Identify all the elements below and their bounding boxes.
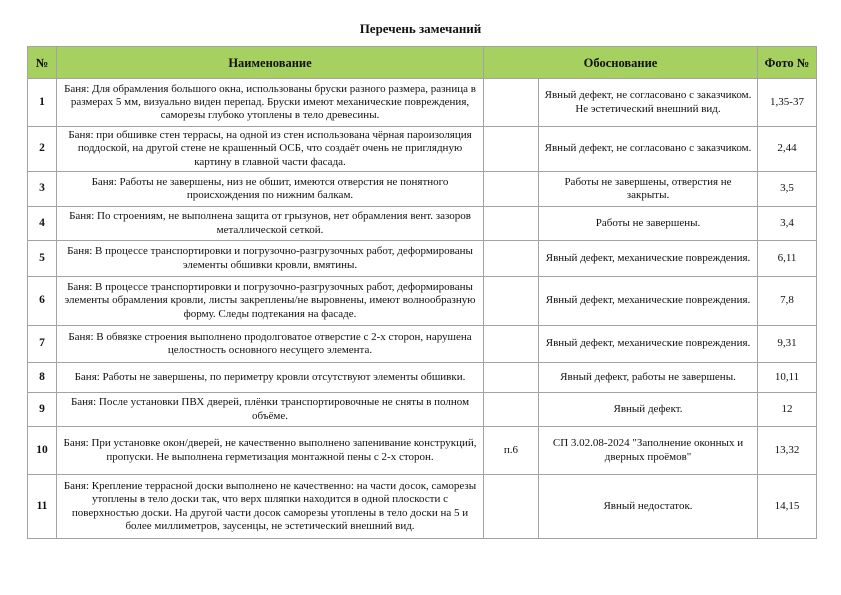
row-basis: Явный дефект, механические повреждения. (539, 241, 758, 277)
table-row (28, 326, 817, 363)
row-photo: 2,44 (758, 127, 817, 172)
table-row (28, 79, 817, 127)
row-clause (484, 172, 539, 207)
table-row (28, 393, 817, 427)
table-row (28, 172, 817, 207)
row-name: Баня: В процессе транспортировки и погрузочно-разгрузочных работ, деформированы элементы обрамления кровли, листы закреплены/не выровнены, имеют волнообразную форму. Следы подтекания на фасаде. (57, 277, 484, 326)
row-photo: 14,15 (758, 475, 817, 539)
table-row (28, 127, 817, 172)
row-number: 11 (28, 475, 57, 539)
header-basis: Обоснование (484, 47, 758, 79)
table-row (28, 207, 817, 241)
row-basis: Работы не завершены. (539, 207, 758, 241)
table-header-row (28, 47, 817, 79)
row-photo: 10,11 (758, 363, 817, 393)
row-number: 8 (28, 363, 57, 393)
table-row (28, 277, 817, 326)
row-clause (484, 127, 539, 172)
row-photo: 3,4 (758, 207, 817, 241)
row-photo: 3,5 (758, 172, 817, 207)
row-clause (484, 475, 539, 539)
row-photo: 13,32 (758, 427, 817, 475)
row-basis: Работы не завершены, отверстия не закрыты. (539, 172, 758, 207)
table-row (28, 427, 817, 475)
row-clause (484, 277, 539, 326)
row-basis: Явный недостаток. (539, 475, 758, 539)
row-name: Баня: Работы не завершены, по периметру кровли отсутствуют элементы обшивки. (57, 363, 484, 393)
row-clause (484, 393, 539, 427)
row-basis: Явный дефект, не согласовано с заказчиком. (539, 127, 758, 172)
remarks-table (27, 46, 817, 539)
row-number: 4 (28, 207, 57, 241)
row-number: 7 (28, 326, 57, 363)
row-clause (484, 363, 539, 393)
row-name: Баня: при обшивке стен террасы, на одной из стен использована чёрная пароизоляция поддоской, на другой стене не крашенный ОСБ, что создаёт очень не приглядную картину в главной части фасада. (57, 127, 484, 172)
row-number: 6 (28, 277, 57, 326)
row-name: Баня: В процессе транспортировки и погрузочно-разгрузочных работ, деформированы элементы обшивки кровли, вмятины. (57, 241, 484, 277)
row-clause: п.6 (484, 427, 539, 475)
row-name: Баня: Для обрамления большого окна, использованы бруски разного размера, разница в размерах 5 мм, визуально виден перепад. Бруски имеют механические повреждения, саморезы глубоко утоплены в тело древесины. (57, 79, 484, 127)
row-clause (484, 326, 539, 363)
row-number: 2 (28, 127, 57, 172)
row-name: Баня: Крепление террасной доски выполнено не качественно: на части досок, саморезы утоплены в тело доски так, что верх шляпки находится в одной плоскости с поверхностью доски. На другой части досок саморезы утоплены в тело доски на 5 и более миллиметров, заусенцы, не эстетический внешний вид. (57, 475, 484, 539)
row-number: 10 (28, 427, 57, 475)
row-clause (484, 207, 539, 241)
table-row (28, 475, 817, 539)
row-name: Баня: После установки ПВХ дверей, плёнки транспортировочные не сняты в полном объёме. (57, 393, 484, 427)
row-name: Баня: Работы не завершены, низ не обшит, имеются отверстия не понятного происхождения по нижним балкам. (57, 172, 484, 207)
row-basis: Явный дефект, не согласовано с заказчиком. Не эстетический внешний вид. (539, 79, 758, 127)
header-number: № (28, 47, 57, 79)
row-number: 5 (28, 241, 57, 277)
row-number: 1 (28, 79, 57, 127)
row-clause (484, 79, 539, 127)
document-title: Перечень замечаний (359, 21, 482, 36)
row-basis: Явный дефект, механические повреждения. (539, 326, 758, 363)
row-basis: Явный дефект, работы не завершены. (539, 363, 758, 393)
header-photo: Фото № (758, 47, 817, 79)
row-number: 9 (28, 393, 57, 427)
table-row (28, 363, 817, 393)
row-photo: 9,31 (758, 326, 817, 363)
row-name: Баня: В обвязке строения выполнено продолговатое отверстие с 2-х сторон, нарушена целостность основного несущего элемента. (57, 326, 484, 363)
row-basis: СП 3.02.08-2024 "Заполнение оконных и дверных проёмов" (539, 427, 758, 475)
header-name: Наименование (57, 47, 484, 79)
row-photo: 12 (758, 393, 817, 427)
row-basis: Явный дефект. (539, 393, 758, 427)
row-basis: Явный дефект, механические повреждения. (539, 277, 758, 326)
row-name: Баня: По строениям, не выполнена защита от грызунов, нет обрамления вент. зазоров металлической сеткой. (57, 207, 484, 241)
row-photo: 7,8 (758, 277, 817, 326)
row-photo: 6,11 (758, 241, 817, 277)
row-number: 3 (28, 172, 57, 207)
row-photo: 1,35-37 (758, 79, 817, 127)
table-row (28, 241, 817, 277)
row-name: Баня: При установке окон/дверей, не качественно выполнено запенивание конструкций, пропуски. Не выполнена герметизация монтажной пены с 2-х сторон. (57, 427, 484, 475)
row-clause (484, 241, 539, 277)
